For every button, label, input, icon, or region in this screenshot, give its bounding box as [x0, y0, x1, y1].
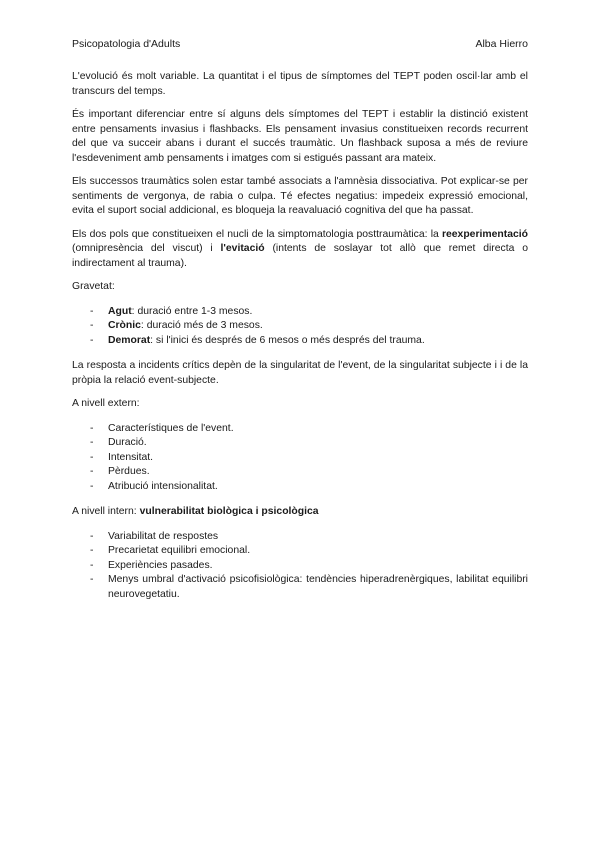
- intern-bold: vulnerabilitat biològica i psicològica: [139, 506, 319, 517]
- heading-intern: [72, 505, 528, 520]
- list-item: - Característiques de l'event.: [72, 422, 528, 437]
- list-item: - Duració.: [72, 436, 528, 451]
- header-title: Psicopatologia d'Adults: [72, 38, 181, 50]
- document-body: [72, 70, 528, 613]
- gravetat-term: Agut: [108, 305, 132, 317]
- heading-gravetat: Gravetat:: [72, 281, 115, 292]
- gravetat-term: Crònic: [108, 320, 141, 331]
- gravetat-desc: : duració entre 1-3 mesos.: [131, 305, 253, 317]
- list-item: - Variabilitat de respostes: [72, 530, 528, 545]
- paragraph-pols: [72, 228, 528, 272]
- pols-reexperimentacio: reexperimentació: [441, 228, 528, 240]
- pols-text-3: (intents de soslayar tot allò que remet directa o indirectament al trauma).: [72, 243, 528, 269]
- gravetat-list: [72, 305, 528, 349]
- intern-list: [72, 530, 528, 603]
- pols-text-1: Els dos pols que constitueixen el nucli de la simptomatologia posttraumàtica: la: [72, 228, 442, 240]
- pols-evitacio: l'evitació: [220, 243, 265, 254]
- header-author: Alba Hierro: [475, 38, 528, 50]
- list-item: - Menys umbral d'activació psicofisiològica: tendències hiperadrenèrgiques, labilitat equilibri neurovegetatiu.: [72, 573, 528, 602]
- list-item: [72, 305, 528, 320]
- paragraph-resposta: La resposta a incidents crítics depèn de la singularitat de l'event, de la singularitat subjecte i i de la pròpia la relació event-subjecte.: [72, 360, 528, 386]
- page-header: [72, 37, 528, 51]
- paragraph-flashbacks: És important diferenciar entre sí alguns dels símptomes del TEPT i establir la distinció existent entre pensaments invasius i flashbacks. Els pensament invasius constitueixen records recurrent del que va succeir abans i durant el succés traumàtic. Un flashback suposa a més de reviure l'esdeveniment amb pensaments i imatges com si estigués passant ara mateix.: [72, 109, 528, 164]
- gravetat-desc: : duració més de 3 mesos.: [140, 320, 263, 331]
- gravetat-term: Demorat: [108, 334, 151, 346]
- heading-extern: A nivell extern:: [72, 398, 140, 409]
- list-item: [72, 334, 528, 349]
- paragraph-amnesia: Els successos traumàtics solen estar també associats a l'amnèsia dissociativa. Pot explicar-se per sentiments de vergonya, de rabia o culpa. Té efectes negatius: impedeix expressió emocional, evita el suport social addicional, es bloqueja la reavaluació cognitiva del que ha passat.: [72, 176, 528, 216]
- list-item: [72, 319, 528, 334]
- gravetat-desc: : si l'inici és després de 6 mesos o més després del trauma.: [150, 334, 425, 346]
- extern-list: [72, 422, 528, 495]
- pols-text-2: (omnipresència del viscut) i: [72, 243, 221, 254]
- list-item: - Pèrdues.: [72, 465, 528, 480]
- paragraph-evolucio: L'evolució és molt variable. La quantitat i el tipus de símptomes del TEPT poden oscil·lar amb el transcurs del temps.: [72, 71, 528, 97]
- intern-label: A nivell intern:: [72, 506, 140, 517]
- list-item: - Atribució intensionalitat.: [72, 480, 528, 495]
- list-item: - Experiències pasades.: [72, 559, 528, 574]
- list-item: - Intensitat.: [72, 451, 528, 466]
- list-item: - Precarietat equilibri emocional.: [72, 544, 528, 559]
